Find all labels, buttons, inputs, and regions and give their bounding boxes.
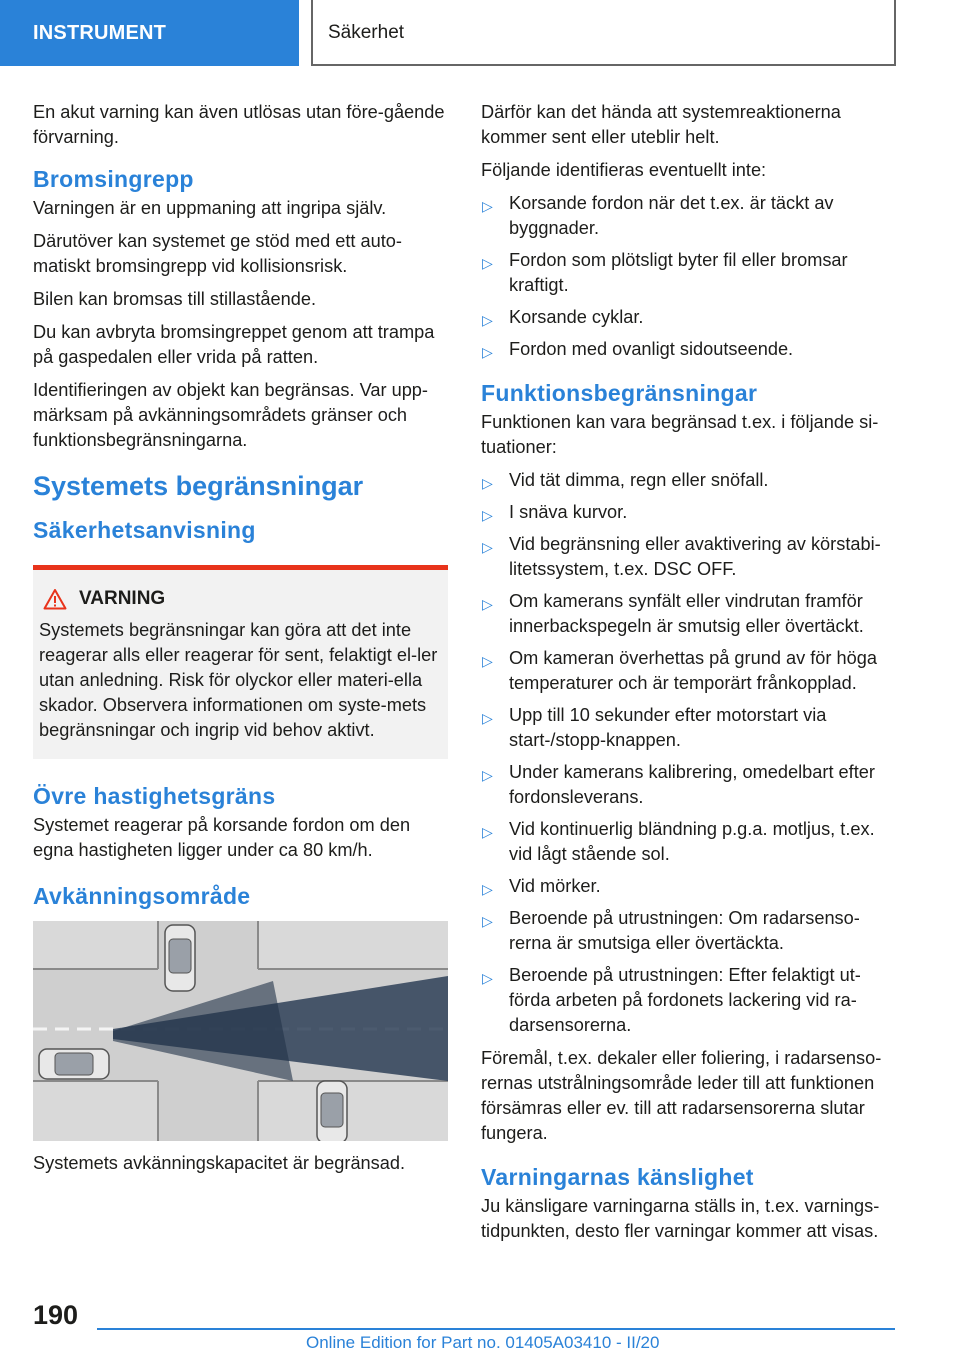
bullet-triangle-icon: ▷: [482, 255, 493, 271]
bullet-triangle-icon: ▷: [482, 507, 493, 523]
bullet-triangle-icon: ▷: [482, 475, 493, 491]
func-list: [481, 468, 895, 1038]
warning-title: VARNING: [79, 588, 166, 609]
bullet-triangle-icon: ▷: [482, 596, 493, 612]
bromsingrepp-paragraph: Du kan avbryta bromsingreppet genom att trampa på gaspedalen eller vrida på ratten.: [33, 322, 435, 367]
footer-rule: [97, 1328, 895, 1330]
speed-heading: Övre hastighetsgräns: [33, 783, 276, 809]
bromsingrepp-paragraph: Bilen kan bromsas till stillastående.: [33, 289, 317, 309]
area-heading: Avkänningsområde: [33, 883, 251, 909]
intersection-diagram: [33, 921, 448, 1141]
list-item: ▷ Fordon med ovanligt sidoutseende.: [481, 337, 895, 362]
detection-area-illustration: [33, 921, 448, 1141]
bromsingrepp-heading: Bromsingrepp: [33, 166, 194, 192]
bullet-triangle-icon: ▷: [482, 710, 493, 726]
page-number: 190: [33, 1300, 79, 1330]
bromsingrepp-paragraph: Därutöver kan systemet ge stöd med ett auto-matiskt bromsingrepp vid kollisionsrisk.: [33, 231, 402, 276]
illustration-caption: Systemets avkänningskapacitet är begränsad.: [33, 1153, 406, 1173]
right-intro-paragraph: Därför kan det hända att systemreaktionerna kommer sent eller uteblir helt.: [481, 102, 841, 147]
bromsingrepp-paragraph: Varningen är en uppmaning att ingripa själv.: [33, 198, 387, 218]
bullet-triangle-icon: ▷: [482, 881, 493, 897]
topic-tab: Säkerhet: [311, 0, 896, 66]
bullet-triangle-icon: ▷: [482, 970, 493, 986]
list-item: ▷ Under kamerans kalibrering, omedelbart efter fordonsleverans.: [482, 762, 875, 807]
func-lead: Funktionen kan vara begränsad t.ex. i följande si-tuationer:: [481, 412, 879, 457]
right-column: [481, 100, 895, 1252]
bullet-triangle-icon: ▷: [482, 312, 493, 328]
crossing-car-bottom-icon: [317, 1081, 347, 1141]
intro-paragraph: En akut varning kan även utlösas utan före-gående förvarning.: [33, 102, 445, 147]
footer-edition: Online Edition for Part no. 01405A03410 - II/20: [306, 1333, 660, 1352]
warning-title-row: [39, 586, 440, 612]
list-item: ▷ Om kamerans synfält eller vindrutan framför innerbackspegeln är smutsig eller övertäckt.: [482, 591, 864, 636]
list-item: ▷ Beroende på utrustningen: Efter felaktigt ut-förda arbeten på fordonets lackering vid ra-darsensorerna.: [482, 965, 861, 1035]
bullet-triangle-icon: ▷: [482, 539, 493, 555]
list-item: ▷ Vid tät dimma, regn eller snöfall.: [481, 468, 895, 493]
sensitivity-heading: Varningarnas känslighet: [481, 1164, 754, 1190]
bullet-triangle-icon: ▷: [482, 344, 493, 360]
warning-text: Systemets begränsningar kan göra att det inte reagerar alls eller reagerar för sent, felaktigt el-ler utan anledning. Risk för olyckor eller materi-ella skador. Observera informationen om syste-mets begränsningar och ingrip vid behov aktivt.: [39, 620, 438, 740]
sensitivity-paragraph: Ju känsligare varningarna ställs in, t.ex. varnings-tidpunkten, desto fler varningar kommer att visas.: [481, 1196, 880, 1241]
ego-car-icon: [39, 1049, 109, 1079]
unidentified-list: [481, 191, 895, 362]
section-tab: INSTRUMENT: [0, 0, 299, 66]
bullet-triangle-icon: ▷: [482, 767, 493, 783]
safety-heading: Säkerhetsanvisning: [33, 517, 256, 543]
list-item: ▷ Korsande cyklar.: [481, 305, 895, 330]
warning-box: [33, 565, 448, 759]
list-item: ▷ Om kameran överhettas på grund av för höga temperaturer och är temporärt frånkopplad.: [482, 648, 877, 693]
bullet-triangle-icon: ▷: [482, 824, 493, 840]
page-header: [0, 0, 960, 66]
bullet-triangle-icon: ▷: [482, 913, 493, 929]
list-item: ▷ Vid begränsning eller avaktivering av körstabi-litetssystem, t.ex. DSC OFF.: [482, 534, 881, 579]
bullet-triangle-icon: ▷: [482, 198, 493, 214]
list-item: ▷ Fordon som plötsligt byter fil eller bromsar kraftigt.: [482, 250, 848, 295]
crossing-car-top-icon: [165, 925, 195, 991]
func-after-paragraph: Föremål, t.ex. dekaler eller foliering, i radarsenso-rernas utstrålningsområde leder till att funktionen försämras eller ev. till att radarsensorerna slutar fungera.: [481, 1048, 882, 1143]
list-item: ▷ Upp till 10 sekunder efter motorstart via start-/stopp-knappen.: [482, 705, 827, 750]
list-item: ▷ I snäva kurvor.: [481, 500, 895, 525]
list-item: ▷ Korsande fordon när det t.ex. är täckt av byggnader.: [482, 193, 834, 238]
left-column: [33, 100, 448, 1176]
bromsingrepp-paragraph: Identifieringen av objekt kan begränsas. Var upp-märksam på avkänningsområdets gränser och funktionsbegränsningarna.: [33, 380, 428, 450]
bullet-triangle-icon: ▷: [482, 653, 493, 669]
func-heading: Funktionsbegränsningar: [481, 380, 758, 406]
limits-heading: Systemets begränsningar: [33, 471, 364, 501]
warning-triangle-icon: [43, 588, 67, 610]
list-item: ▷ Beroende på utrustningen: Om radarsenso-rerna är smutsiga eller övertäckta.: [482, 908, 860, 953]
speed-paragraph: Systemet reagerar på korsande fordon om den egna hastigheten ligger under ca 80 km/h.: [33, 815, 411, 860]
list-item: ▷ Vid kontinuerlig bländning p.g.a. motljus, t.ex. vid lågt stående sol.: [482, 819, 875, 864]
unidentified-lead: Följande identifieras eventuellt inte:: [481, 160, 767, 180]
list-item: ▷ Vid mörker.: [481, 874, 895, 899]
